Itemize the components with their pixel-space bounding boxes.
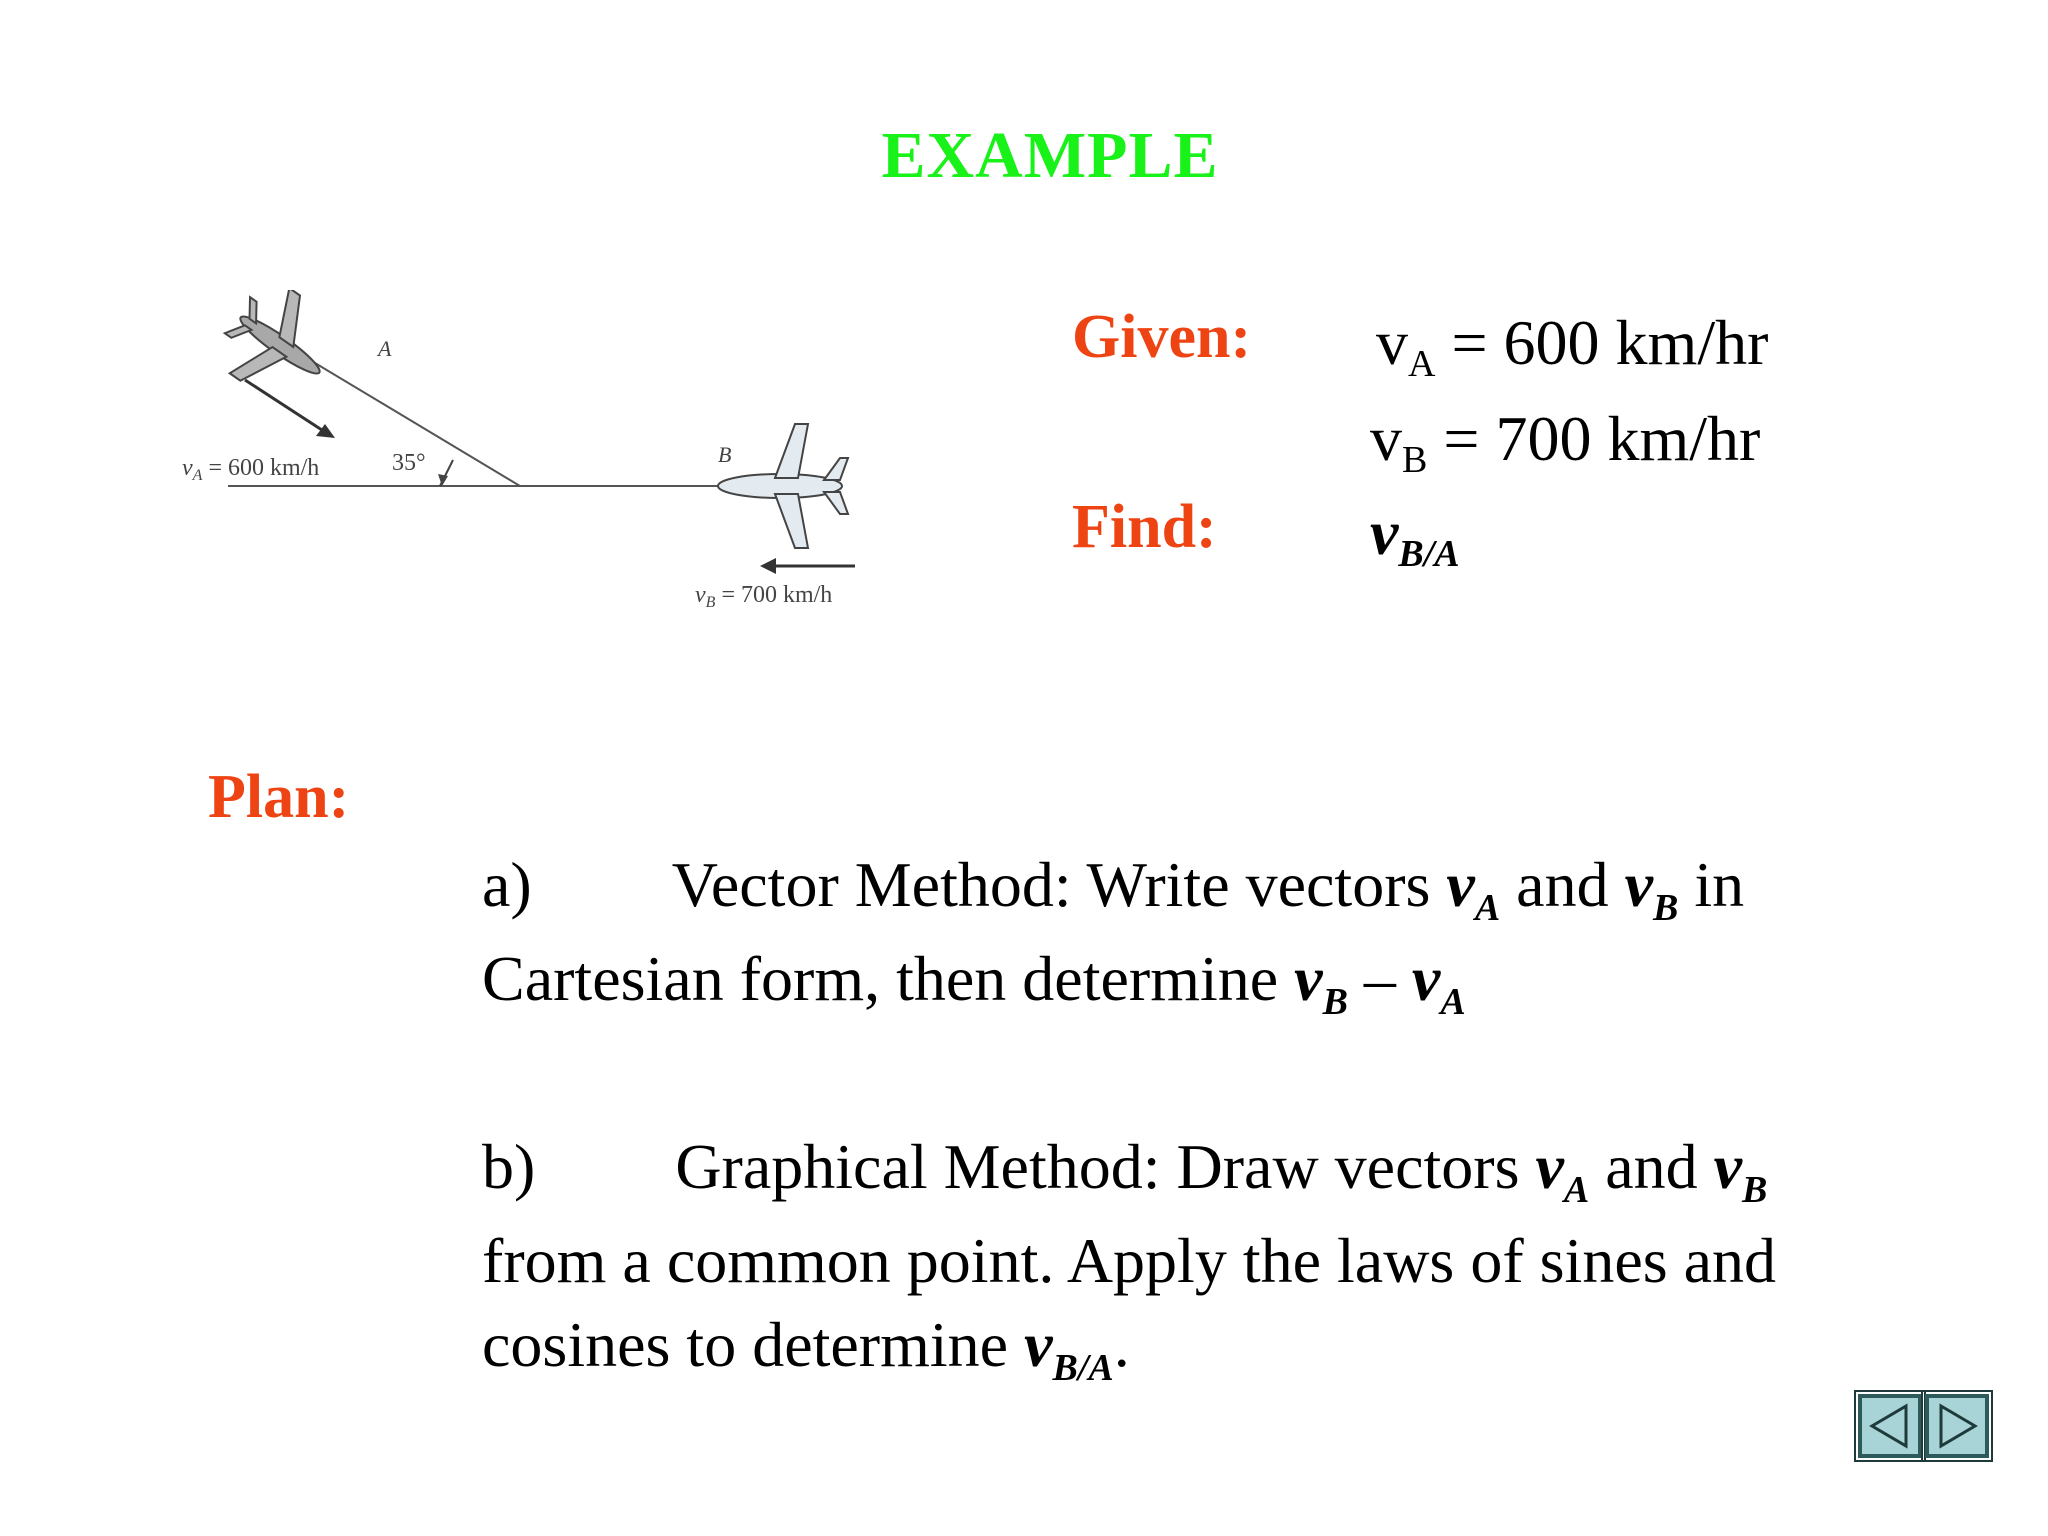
va-label: $v_A = 600$ km/h [182,455,320,484]
va-arrow-line [245,380,325,432]
slide-title: EXAMPLE [881,119,1219,192]
plan-b-line-2: from a common point. Apply the laws of sines and [482,1225,1777,1296]
angle-label: 35° [392,450,426,476]
plan-a-line-1: a) Vector Method: Write vectors $v_A$ and $v_B$ in [482,849,1745,929]
previous-slide-button[interactable] [1858,1394,1922,1458]
vb-arrow-head [760,558,776,574]
given-vb-equation: $v_B = 700$ km/hr [1370,403,1761,481]
plan-a-line-2: Cartesian form, then determine $v_B - v_A$ [482,943,1466,1023]
plane-a-label: A [378,336,392,361]
triangle-right-icon [1929,1398,1985,1454]
next-slide-button[interactable] [1925,1394,1989,1458]
find-label: Find: [1072,493,1217,561]
triangle-left-icon [1862,1398,1918,1454]
given-label: Given: [1072,303,1252,371]
find-vba: $v_{B/A}$ [1370,497,1460,575]
given-va-equation: $v_A = 600$ km/hr [1376,307,1769,385]
airplane-diagram [170,290,930,630]
plan-b-line-3: cosines to determine $v_{B/A}$. [482,1309,1130,1389]
angle-arc-arrow [438,474,448,486]
plan-label: Plan: [208,763,350,831]
va-arrow-head [316,424,335,438]
vb-label: $v_B = 700$ km/h [695,582,833,611]
plan-b-line-1: b) Graphical Method: Draw vectors $v_A$ and $v_B$ [482,1131,1768,1211]
plane-b-label: B [718,442,732,467]
plane-b-icon [718,424,848,548]
plane-a-icon [208,290,350,415]
